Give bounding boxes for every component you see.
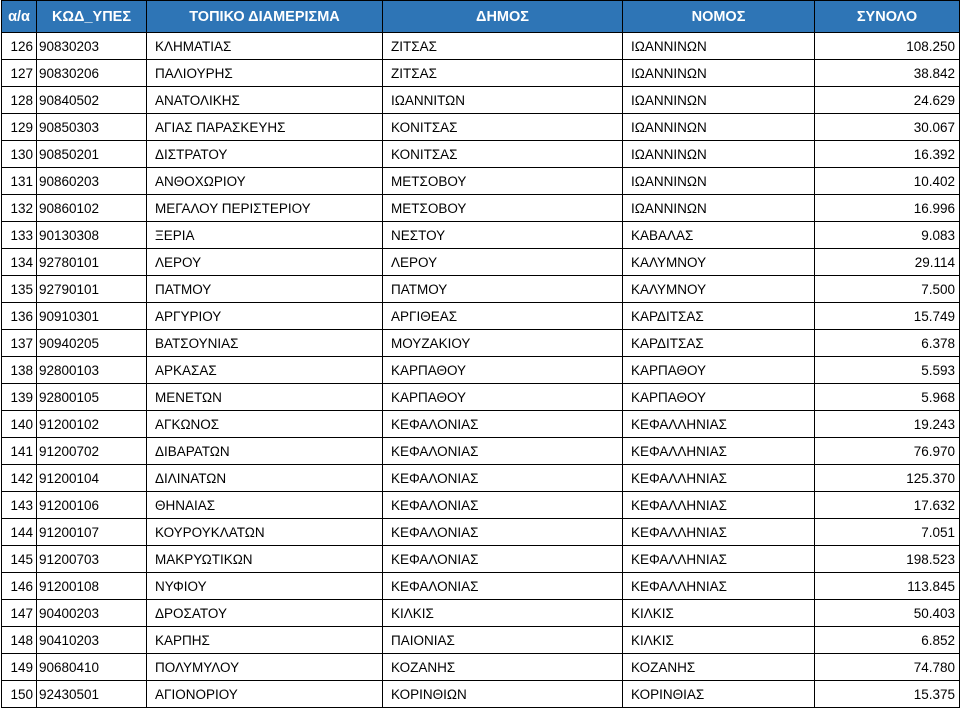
cell-code: 91200703 <box>37 546 147 573</box>
cell-prefecture: ΙΩΑΝΝΙΝΩΝ <box>623 195 815 222</box>
data-table <box>1 0 960 708</box>
cell-prefecture: ΚΕΦΑΛΛΗΝΙΑΣ <box>623 573 815 600</box>
cell-code: 90910301 <box>37 303 147 330</box>
table-row <box>2 330 960 357</box>
cell-code: 90830206 <box>37 60 147 87</box>
cell-code: 91200102 <box>37 411 147 438</box>
table-row <box>2 357 960 384</box>
cell-prefecture: ΙΩΑΝΝΙΝΩΝ <box>623 33 815 60</box>
cell-local-department: ΞΕΡΙΑ <box>147 222 383 249</box>
cell-local-department: ΝΥΦΙΟΥ <box>147 573 383 600</box>
cell-index: 147 <box>2 600 37 627</box>
cell-total: 5.593 <box>815 357 960 384</box>
cell-local-department: ΔΡΟΣΑΤΟΥ <box>147 600 383 627</box>
cell-code: 90130308 <box>37 222 147 249</box>
cell-prefecture: ΚΙΛΚΙΣ <box>623 627 815 654</box>
cell-municipality: ΚΕΦΑΛΟΝΙΑΣ <box>383 573 623 600</box>
cell-prefecture: ΚΟΖΑΝΗΣ <box>623 654 815 681</box>
cell-index: 140 <box>2 411 37 438</box>
table-row <box>2 114 960 141</box>
cell-code: 90410203 <box>37 627 147 654</box>
column-header-code: ΚΩΔ_ΥΠΕΣ <box>37 1 147 33</box>
cell-prefecture: ΚΕΦΑΛΛΗΝΙΑΣ <box>623 438 815 465</box>
cell-code: 90850303 <box>37 114 147 141</box>
cell-code: 92790101 <box>37 276 147 303</box>
cell-index: 135 <box>2 276 37 303</box>
cell-code: 90940205 <box>37 330 147 357</box>
cell-municipality: ΚΑΡΠΑΘΟΥ <box>383 384 623 411</box>
cell-index: 146 <box>2 573 37 600</box>
cell-local-department: ΑΓΚΩΝΟΣ <box>147 411 383 438</box>
cell-municipality: ΙΩΑΝΝΙΤΩΝ <box>383 87 623 114</box>
cell-code: 91200107 <box>37 519 147 546</box>
cell-local-department: ΛΕΡΟΥ <box>147 249 383 276</box>
cell-code: 90400203 <box>37 600 147 627</box>
cell-local-department: ΜΕΓΑΛΟΥ ΠΕΡΙΣΤΕΡΙΟΥ <box>147 195 383 222</box>
cell-prefecture: ΚΙΛΚΙΣ <box>623 600 815 627</box>
cell-code: 91200106 <box>37 492 147 519</box>
column-header-total: ΣΥΝΟΛΟ <box>815 1 960 33</box>
table-row <box>2 573 960 600</box>
table-row <box>2 438 960 465</box>
cell-prefecture: ΙΩΑΝΝΙΝΩΝ <box>623 114 815 141</box>
table-row <box>2 33 960 60</box>
cell-prefecture: ΚΑΡΔΙΤΣΑΣ <box>623 303 815 330</box>
cell-index: 144 <box>2 519 37 546</box>
cell-index: 137 <box>2 330 37 357</box>
cell-index: 126 <box>2 33 37 60</box>
cell-code: 92800103 <box>37 357 147 384</box>
cell-municipality: ΠΑΙΟΝΙΑΣ <box>383 627 623 654</box>
cell-code: 91200702 <box>37 438 147 465</box>
cell-municipality: ΖΙΤΣΑΣ <box>383 60 623 87</box>
cell-local-department: ΜΑΚΡΥΩΤΙΚΩΝ <box>147 546 383 573</box>
cell-local-department: ΠΑΤΜΟΥ <box>147 276 383 303</box>
cell-municipality: ΛΕΡΟΥ <box>383 249 623 276</box>
cell-index: 128 <box>2 87 37 114</box>
table-header <box>2 1 960 33</box>
table-row <box>2 168 960 195</box>
table-row <box>2 276 960 303</box>
cell-index: 129 <box>2 114 37 141</box>
cell-local-department: ΚΟΥΡΟΥΚΛΑΤΩΝ <box>147 519 383 546</box>
cell-total: 50.403 <box>815 600 960 627</box>
cell-prefecture: ΙΩΑΝΝΙΝΩΝ <box>623 141 815 168</box>
column-header-prefecture: ΝΟΜΟΣ <box>623 1 815 33</box>
table-row <box>2 303 960 330</box>
column-header-municipality: ΔΗΜΟΣ <box>383 1 623 33</box>
cell-index: 145 <box>2 546 37 573</box>
cell-municipality: ΚΕΦΑΛΟΝΙΑΣ <box>383 438 623 465</box>
table-row <box>2 465 960 492</box>
cell-total: 17.632 <box>815 492 960 519</box>
cell-index: 138 <box>2 357 37 384</box>
cell-total: 198.523 <box>815 546 960 573</box>
table-row <box>2 249 960 276</box>
cell-code: 91200108 <box>37 573 147 600</box>
cell-local-department: ΔΙΒΑΡΑΤΩΝ <box>147 438 383 465</box>
cell-index: 150 <box>2 681 37 708</box>
cell-total: 16.392 <box>815 141 960 168</box>
cell-municipality: ΖΙΤΣΑΣ <box>383 33 623 60</box>
cell-code: 91200104 <box>37 465 147 492</box>
cell-prefecture: ΙΩΑΝΝΙΝΩΝ <box>623 168 815 195</box>
column-header-local-department: ΤΟΠΙΚΟ ΔΙΑΜΕΡΙΣΜΑ <box>147 1 383 33</box>
cell-prefecture: ΚΕΦΑΛΛΗΝΙΑΣ <box>623 465 815 492</box>
cell-local-department: ΔΙΣΤΡΑΤΟΥ <box>147 141 383 168</box>
cell-local-department: ΘΗΝΑΙΑΣ <box>147 492 383 519</box>
cell-municipality: ΚΟΡΙΝΘΙΩΝ <box>383 681 623 708</box>
cell-code: 90830203 <box>37 33 147 60</box>
cell-total: 7.500 <box>815 276 960 303</box>
header-row <box>2 1 960 33</box>
cell-index: 139 <box>2 384 37 411</box>
cell-index: 134 <box>2 249 37 276</box>
cell-municipality: ΚΕΦΑΛΟΝΙΑΣ <box>383 519 623 546</box>
cell-local-department: ΜΕΝΕΤΩΝ <box>147 384 383 411</box>
cell-prefecture: ΚΟΡΙΝΘΙΑΣ <box>623 681 815 708</box>
cell-total: 29.114 <box>815 249 960 276</box>
cell-municipality: ΚΑΡΠΑΘΟΥ <box>383 357 623 384</box>
cell-index: 136 <box>2 303 37 330</box>
cell-local-department: ΚΛΗΜΑΤΙΑΣ <box>147 33 383 60</box>
cell-total: 10.402 <box>815 168 960 195</box>
cell-total: 76.970 <box>815 438 960 465</box>
cell-municipality: ΑΡΓΙΘΕΑΣ <box>383 303 623 330</box>
cell-municipality: ΚΙΛΚΙΣ <box>383 600 623 627</box>
cell-municipality: ΚΕΦΑΛΟΝΙΑΣ <box>383 492 623 519</box>
cell-municipality: ΜΟΥΖΑΚΙΟΥ <box>383 330 623 357</box>
cell-municipality: ΚΕΦΑΛΟΝΙΑΣ <box>383 465 623 492</box>
cell-total: 9.083 <box>815 222 960 249</box>
cell-index: 133 <box>2 222 37 249</box>
cell-municipality: ΚΕΦΑΛΟΝΙΑΣ <box>383 546 623 573</box>
cell-total: 7.051 <box>815 519 960 546</box>
table-row <box>2 195 960 222</box>
cell-total: 108.250 <box>815 33 960 60</box>
table-row <box>2 546 960 573</box>
cell-prefecture: ΙΩΑΝΝΙΝΩΝ <box>623 60 815 87</box>
cell-index: 148 <box>2 627 37 654</box>
table-row <box>2 627 960 654</box>
cell-index: 127 <box>2 60 37 87</box>
cell-local-department: ΠΟΛΥΜΥΛΟΥ <box>147 654 383 681</box>
cell-total: 16.996 <box>815 195 960 222</box>
cell-code: 92430501 <box>37 681 147 708</box>
table-row <box>2 222 960 249</box>
column-header-index: α/α <box>2 1 37 33</box>
cell-municipality: ΚΕΦΑΛΟΝΙΑΣ <box>383 411 623 438</box>
cell-total: 24.629 <box>815 87 960 114</box>
cell-prefecture: ΚΑΒΑΛΑΣ <box>623 222 815 249</box>
table-row <box>2 60 960 87</box>
table-row <box>2 492 960 519</box>
cell-total: 15.749 <box>815 303 960 330</box>
cell-municipality: ΜΕΤΣΟΒΟΥ <box>383 168 623 195</box>
cell-total: 5.968 <box>815 384 960 411</box>
cell-code: 90840502 <box>37 87 147 114</box>
cell-municipality: ΚΟΖΑΝΗΣ <box>383 654 623 681</box>
cell-index: 142 <box>2 465 37 492</box>
table-row <box>2 141 960 168</box>
cell-total: 6.378 <box>815 330 960 357</box>
cell-prefecture: ΚΑΛΥΜΝΟΥ <box>623 276 815 303</box>
cell-prefecture: ΚΑΡΠΑΘΟΥ <box>623 357 815 384</box>
cell-prefecture: ΚΕΦΑΛΛΗΝΙΑΣ <box>623 411 815 438</box>
table-row <box>2 411 960 438</box>
cell-local-department: ΑΡΓΥΡΙΟΥ <box>147 303 383 330</box>
table-row <box>2 654 960 681</box>
cell-local-department: ΒΑΤΣΟΥΝΙΑΣ <box>147 330 383 357</box>
cell-code: 92800105 <box>37 384 147 411</box>
cell-code: 90680410 <box>37 654 147 681</box>
cell-code: 90860203 <box>37 168 147 195</box>
table-row <box>2 87 960 114</box>
table-row <box>2 600 960 627</box>
cell-total: 125.370 <box>815 465 960 492</box>
cell-total: 30.067 <box>815 114 960 141</box>
cell-prefecture: ΚΑΡΔΙΤΣΑΣ <box>623 330 815 357</box>
cell-prefecture: ΙΩΑΝΝΙΝΩΝ <box>623 87 815 114</box>
cell-municipality: ΚΟΝΙΤΣΑΣ <box>383 141 623 168</box>
cell-municipality: ΠΑΤΜΟΥ <box>383 276 623 303</box>
cell-local-department: ΔΙΛΙΝΑΤΩΝ <box>147 465 383 492</box>
cell-municipality: ΜΕΤΣΟΒΟΥ <box>383 195 623 222</box>
cell-total: 6.852 <box>815 627 960 654</box>
cell-prefecture: ΚΕΦΑΛΛΗΝΙΑΣ <box>623 492 815 519</box>
table-row <box>2 681 960 708</box>
cell-total: 19.243 <box>815 411 960 438</box>
cell-index: 149 <box>2 654 37 681</box>
cell-local-department: ΚΑΡΠΗΣ <box>147 627 383 654</box>
table-row <box>2 519 960 546</box>
cell-prefecture: ΚΕΦΑΛΛΗΝΙΑΣ <box>623 519 815 546</box>
cell-code: 90850201 <box>37 141 147 168</box>
cell-total: 38.842 <box>815 60 960 87</box>
cell-local-department: ΑΓΙΑΣ ΠΑΡΑΣΚΕΥΗΣ <box>147 114 383 141</box>
cell-prefecture: ΚΕΦΑΛΛΗΝΙΑΣ <box>623 546 815 573</box>
cell-index: 132 <box>2 195 37 222</box>
cell-local-department: ΠΑΛΙΟΥΡΗΣ <box>147 60 383 87</box>
cell-index: 130 <box>2 141 37 168</box>
cell-total: 15.375 <box>815 681 960 708</box>
table-row <box>2 384 960 411</box>
cell-total: 113.845 <box>815 573 960 600</box>
cell-prefecture: ΚΑΡΠΑΘΟΥ <box>623 384 815 411</box>
cell-code: 90860102 <box>37 195 147 222</box>
cell-local-department: ΑΓΙΟΝΟΡΙΟΥ <box>147 681 383 708</box>
cell-index: 141 <box>2 438 37 465</box>
cell-local-department: ΑΡΚΑΣΑΣ <box>147 357 383 384</box>
cell-total: 74.780 <box>815 654 960 681</box>
cell-index: 131 <box>2 168 37 195</box>
table-body <box>2 33 960 708</box>
cell-municipality: ΝΕΣΤΟΥ <box>383 222 623 249</box>
cell-index: 143 <box>2 492 37 519</box>
cell-prefecture: ΚΑΛΥΜΝΟΥ <box>623 249 815 276</box>
cell-code: 92780101 <box>37 249 147 276</box>
cell-local-department: ΑΝΑΤΟΛΙΚΗΣ <box>147 87 383 114</box>
cell-local-department: ΑΝΘΟΧΩΡΙΟΥ <box>147 168 383 195</box>
cell-municipality: ΚΟΝΙΤΣΑΣ <box>383 114 623 141</box>
